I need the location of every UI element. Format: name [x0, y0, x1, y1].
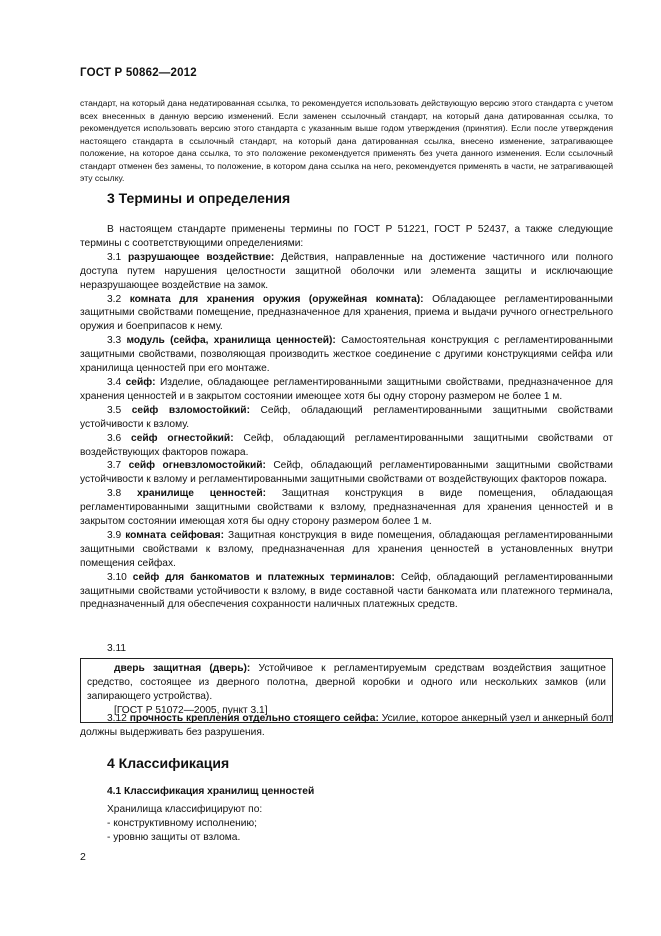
term-definition: Сейф, обладающий регламентированными защитными свойствами устойчивости к взлому и регламентированными защитными свойствами от воздействующих факторов пожара. [80, 460, 614, 486]
term-definition: Самостоятельная конструкция с регламентированными защитными свойствами, позволяющая производить жесткое соединение с другими конструкциями сейфа или хранилища ценностей при его монтаже. [80, 335, 613, 375]
classification-item-2: - уровню защиты от взлома. [107, 831, 241, 843]
term-item [80, 487, 613, 529]
term-definition: Защитная конструкция в виде помещения, обладающая регламентированными защитными свойствами к взлому, предназначенная для хранения ценностей и в закрытом состоянии имеющая хотя бы одну сторону размером более 1 м. [80, 488, 613, 528]
section-3-intro: В настоящем стандарте применены термины по ГОСТ Р 51221, ГОСТ Р 52437, а также следующие термины с соответствующими определениями: [80, 224, 613, 249]
term-number: 3.8 [107, 488, 122, 500]
term-name: сейф для банкоматов и платежных терминалов: [132, 571, 395, 583]
term-3-12-block [80, 712, 613, 740]
term-3-12-def: Усилие, которое анкерный узел и анкерный болт должны выдерживать без разрушения. [80, 713, 613, 738]
section-3-body [80, 223, 613, 612]
term-item [80, 293, 613, 335]
term-item [80, 251, 613, 293]
term-definition: Защитная конструкция в виде помещения, обладающая регламентированными защитными свойствами к взлому, предназначенная для хранения ценностей в установленных внутри помещения сейфах. [80, 529, 613, 569]
term-number: 3.2 [107, 293, 122, 305]
term-definition: Сейф, обладающий регламентированными защитными свойствами от воздействующих факторов пожара. [80, 432, 614, 458]
section-4-title: 4 Классификация [107, 755, 230, 771]
term-definition: Обладающее регламентированными защитными свойствами помещение, предназначенное для хранения, приема и выдачи ручного огнестрельного оружия и боеприпасов к нему. [80, 293, 613, 333]
term-number: 3.5 [107, 404, 122, 416]
term-name: модуль (сейфа, хранилища ценностей): [126, 335, 336, 347]
term-definition: Сейф, обладающий регламентированными защитными свойствами устойчивости к взлому. [80, 404, 613, 430]
term-name: сейф огнестойкий: [131, 432, 234, 444]
terms-list [80, 251, 613, 613]
term-3-11-term: дверь защитная (дверь): [114, 662, 251, 674]
term-number: 3.7 [107, 460, 122, 472]
term-3-11-text [87, 662, 606, 704]
term-name: комната для хранения оружия (оружейная комната): [129, 293, 424, 305]
intro-paragraph: стандарт, на который дана недатированная ссылка, то рекомендуется использовать действующую версию этого стандарта с учетом всех внесенных в данную версию изменений. Если заменен ссылочный стандарт, на который дана датированная ссылка, то рекомендуется использовать версию этого стандарта с указанным выше годом утверждения (принятия). Если после утверждения настоящего стандарта в ссылочный стандарт, на который дана датированная ссылка, внесено изменение, затрагивающее положение, на которое дана ссылка, то это положение рекомендуется применять без учета данного изменения. Если ссылочный стандарт отменен без замены, то положение, в котором дана ссылка на него, рекомендуется применять в части, не затрагивающей эту ссылку. [80, 98, 613, 183]
term-name: сейф взломостойкий: [131, 404, 250, 416]
term-number: 3.9 [107, 529, 122, 541]
term-3-12-number: 3.12 [107, 713, 127, 724]
term-3-11-reference: [ГОСТ Р 51072—2005, пункт 3.1] [114, 704, 268, 716]
term-name: комната сейфовая: [125, 529, 225, 541]
term-item [80, 376, 613, 404]
term-name: сейф: [125, 376, 156, 388]
term-name: хранилище ценностей: [136, 488, 267, 500]
subsection-4-1-title: 4.1 Классификация хранилищ ценностей [107, 786, 315, 797]
term-name: сейф огневзломостойкий: [128, 460, 266, 472]
term-item [80, 529, 613, 571]
term-definition: Действия, направленные на достижение частичного или полного доступа путем нарушения целостности защитной оболочки или элемента защиты и исключающие неразрушающее воздействие на замок. [80, 251, 613, 291]
term-item [80, 571, 613, 613]
term-name: разрушающее воздействие: [127, 251, 275, 263]
classification-lead: Хранилища классифицируют по: [107, 803, 263, 815]
term-item [80, 334, 613, 376]
term-number: 3.4 [107, 376, 122, 388]
term-number: 3.1 [107, 251, 122, 263]
term-definition: Изделие, обладающее регламентированными защитными свойствами, предназначенное для хранения ценностей и в закрытом состоянии имеющее хотя бы одну сторону размером не более 1 м. [80, 376, 613, 402]
section-4-body [80, 785, 613, 845]
term-item [80, 432, 613, 460]
term-item [80, 459, 613, 487]
term-3-11-block [80, 642, 613, 723]
term-item [80, 404, 613, 432]
term-number: 3.6 [107, 432, 122, 444]
term-definition: Сейф, обладающий регламентированными защитными свойствами устойчивости к взлому, в виде составной части банкомата или платежного терминала, предназначенный для обеспечения сохранности наличных платежных средств. [80, 571, 613, 611]
document-header: ГОСТ Р 50862—2012 [80, 67, 197, 79]
term-number: 3.3 [107, 335, 122, 347]
term-3-12-term: прочность крепления отдельно стоящего сейфа: [129, 713, 379, 724]
term-number: 3.10 [107, 571, 127, 583]
page-number: 2 [80, 851, 86, 863]
term-3-11-def: Устойчивое к регламентируемым средствам воздействия защитное средство, состоящее из дверного полотна, дверной коробки и одного или нескольких замков (или запирающего устройства). [87, 662, 606, 702]
classification-item-1: - конструктивному исполнению; [107, 817, 257, 829]
term-3-12 [80, 712, 613, 740]
term-3-11-number: 3.11 [107, 643, 127, 654]
section-3-title: 3 Термины и определения [107, 190, 291, 206]
